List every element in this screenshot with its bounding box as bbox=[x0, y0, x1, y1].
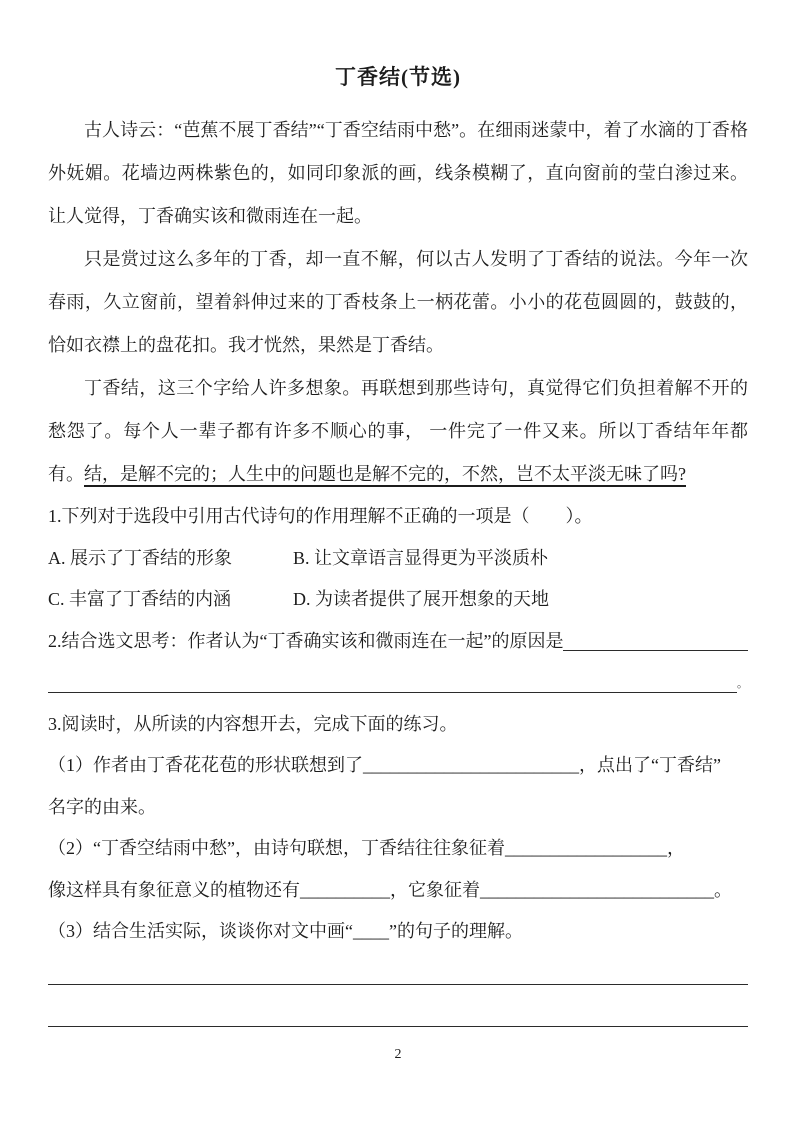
question-2 bbox=[48, 621, 748, 663]
answer-rule-line bbox=[48, 692, 737, 693]
blank-answer-line-2 bbox=[48, 994, 748, 1036]
paragraph-2: 只是赏过这么多年的丁香，却一直不解，何以古人发明了丁香结的说法。今年一次春雨，久立窗前，望着斜伸过来的丁香枝条上一柄花蕾。小小的花苞圆圆的，鼓鼓的，恰如衣襟上的盘花扣。我才恍然，果然是丁香结。 bbox=[48, 249, 748, 355]
document-body bbox=[48, 109, 748, 1065]
paragraph-3-text: 丁香结，这三个字给人许多想象。再联想到那些诗句，真觉得它们负担着解不开的愁怨了。每个人一辈子都有许多不顺心的事， 一件完了一件又来。所以丁香结年年都有。 bbox=[48, 378, 748, 484]
question-1-options-row-1 bbox=[48, 538, 748, 580]
paragraph-1: 古人诗云：“芭蕉不展丁香结”“丁香空结雨中愁”。在细雨迷蒙中，着了水滴的丁香格外妩媚。花墙边两株紫色的，如同印象派的画，线条模糊了，直向窗前的莹白渗过来。让人觉得，丁香确实该和微雨连在一起。 bbox=[48, 120, 748, 226]
question-1-options-row-2 bbox=[48, 579, 748, 621]
question-3-sub1-line2: 名字的由来。 bbox=[48, 796, 156, 817]
question-1: 1.下列对于选段中引用古代诗句的作用理解不正确的一项是（ ）。 bbox=[48, 506, 593, 526]
paragraph-3-underlined-sentence: 结，是解不完的；人生中的问题也是解不完的，不然，岂不太平淡无味了吗? bbox=[84, 464, 686, 484]
question-2-answer-line bbox=[48, 662, 748, 704]
question-3-sub3: （3）结合生活实际，谈谈你对文中画“____”的句子的理解。 bbox=[48, 921, 523, 941]
option-d: D. 为读者提供了展开想象的天地 bbox=[293, 589, 549, 609]
question-3-sub2-line2: 像这样具有象征意义的植物还有__________，它象征着__________________________。 bbox=[48, 879, 732, 900]
blank-answer-line-1 bbox=[48, 953, 748, 995]
question-2-text: 2.结合选文思考：作者认为“丁香确实该和微雨连在一起”的原因是 bbox=[48, 630, 564, 651]
paragraph-3 bbox=[48, 367, 748, 496]
answer-line-period: 。 bbox=[737, 677, 748, 690]
question-3: 3.阅读时，从所读的内容想开去，完成下面的练习。 bbox=[48, 713, 458, 734]
question-3-sub2-line1: （2）“丁香空结雨中愁”，由诗句联想，丁香结往往象征着__________________， bbox=[48, 838, 685, 858]
page-title: 丁香结(节选) bbox=[335, 65, 461, 89]
option-c: C. 丰富了丁香结的内涵 bbox=[48, 589, 232, 609]
question-2-answer-blank bbox=[563, 621, 748, 663]
option-b: B. 让文章语言显得更为平淡质朴 bbox=[293, 547, 549, 568]
questions-section bbox=[48, 496, 748, 1036]
page-number: 2 bbox=[394, 1046, 402, 1062]
option-a: A. 展示了丁香结的形象 bbox=[48, 547, 232, 568]
question-3-sub1-line1: （1）作者由丁香花花苞的形状联想到了________________________，点出了“丁香结” bbox=[48, 755, 721, 775]
